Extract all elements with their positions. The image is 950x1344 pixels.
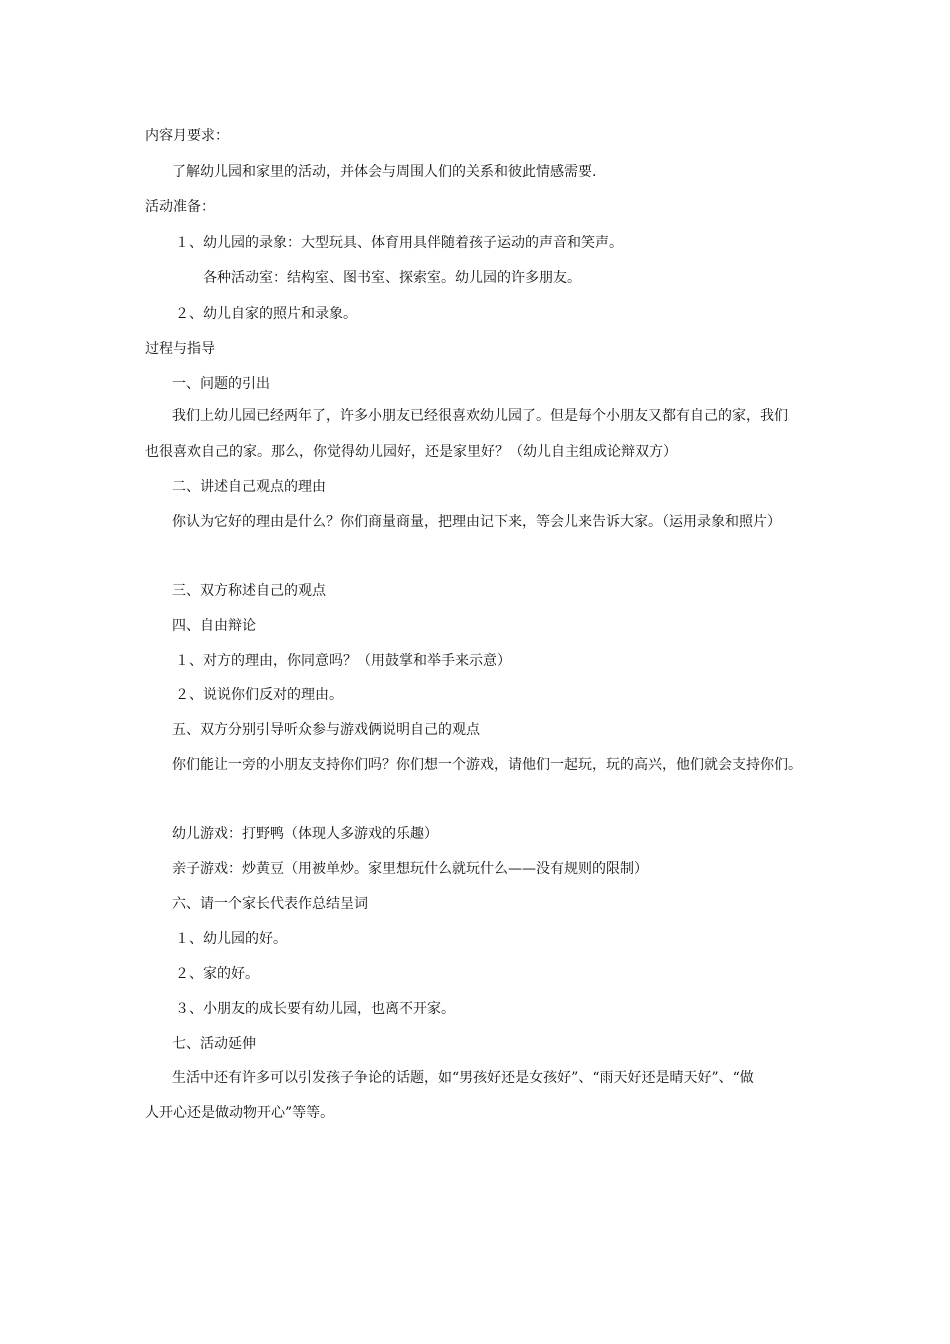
section-heading-process: 过程与指导 [145,341,215,357]
step-2-heading: 二、讲述自己观点的理由 [172,479,326,495]
step-3-heading: 三、双方称述自己的观点 [172,583,326,599]
step-1-text-line-2: 也很喜欢自己的家。那么，你觉得幼儿园好，还是家里好？（幼儿自主组成论辩双方） [145,444,677,460]
step-5-text: 你们能让一旁的小朋友支持你们吗？你们想一个游戏，请他们一起玩，玩的高兴，他们就会支持你们。 [172,757,802,773]
kids-game: 幼儿游戏：打野鸭（体现人多游戏的乐趣） [172,826,438,842]
step-1-heading: 一、问题的引出 [172,376,270,392]
section-heading-requirements: 内容月要求： [145,128,229,144]
section-heading-preparation: 活动准备： [145,199,215,215]
step-4-heading: 四、自由辩论 [172,618,256,634]
preparation-item-2: ２、幼儿自家的照片和录象。 [175,306,357,322]
step-7-text-line-2: 人开心还是做动物开心”等等。 [145,1105,335,1121]
step-1-text-line-1: 我们上幼儿园已经两年了，许多小朋友已经很喜欢幼儿园了。但是每个小朋友又都有自己的家，我们 [172,408,788,424]
preparation-item-1-continued: 各种活动室：结构室、图书室、探索室。幼儿园的许多朋友。 [203,270,581,286]
step-7-heading: 七、活动延伸 [172,1036,256,1052]
step-6-item-1: １、幼儿园的好。 [175,931,287,947]
step-4-item-2: ２、说说你们反对的理由。 [175,687,343,703]
preparation-item-1: １、幼儿园的录象：大型玩具、体育用具伴随着孩子运动的声音和笑声。 [175,235,623,251]
step-4-item-1: １、对方的理由，你同意吗？（用鼓掌和举手来示意） [175,653,511,669]
step-6-item-3: ３、小朋友的成长要有幼儿园，也离不开家。 [175,1001,455,1017]
step-6-heading: 六、请一个家长代表作总结呈词 [172,896,368,912]
step-7-text-line-1: 生活中还有许多可以引发孩子争论的话题，如“男孩好还是女孩好”、“雨天好还是晴天好”、“做 [172,1070,754,1086]
step-5-heading: 五、双方分别引导听众参与游戏俩说明自己的观点 [172,722,480,738]
requirements-text: 了解幼儿园和家里的活动，并体会与周围人们的关系和彼此情感需要. [172,164,597,180]
step-6-item-2: ２、家的好。 [175,966,259,982]
parent-child-game: 亲子游戏：炒黄豆（用被单炒。家里想玩什么就玩什么——没有规则的限制） [172,861,648,877]
step-2-text: 你认为它好的理由是什么？你们商量商量，把理由记下来，等会儿来告诉大家。（运用录象和照片） [172,514,781,530]
